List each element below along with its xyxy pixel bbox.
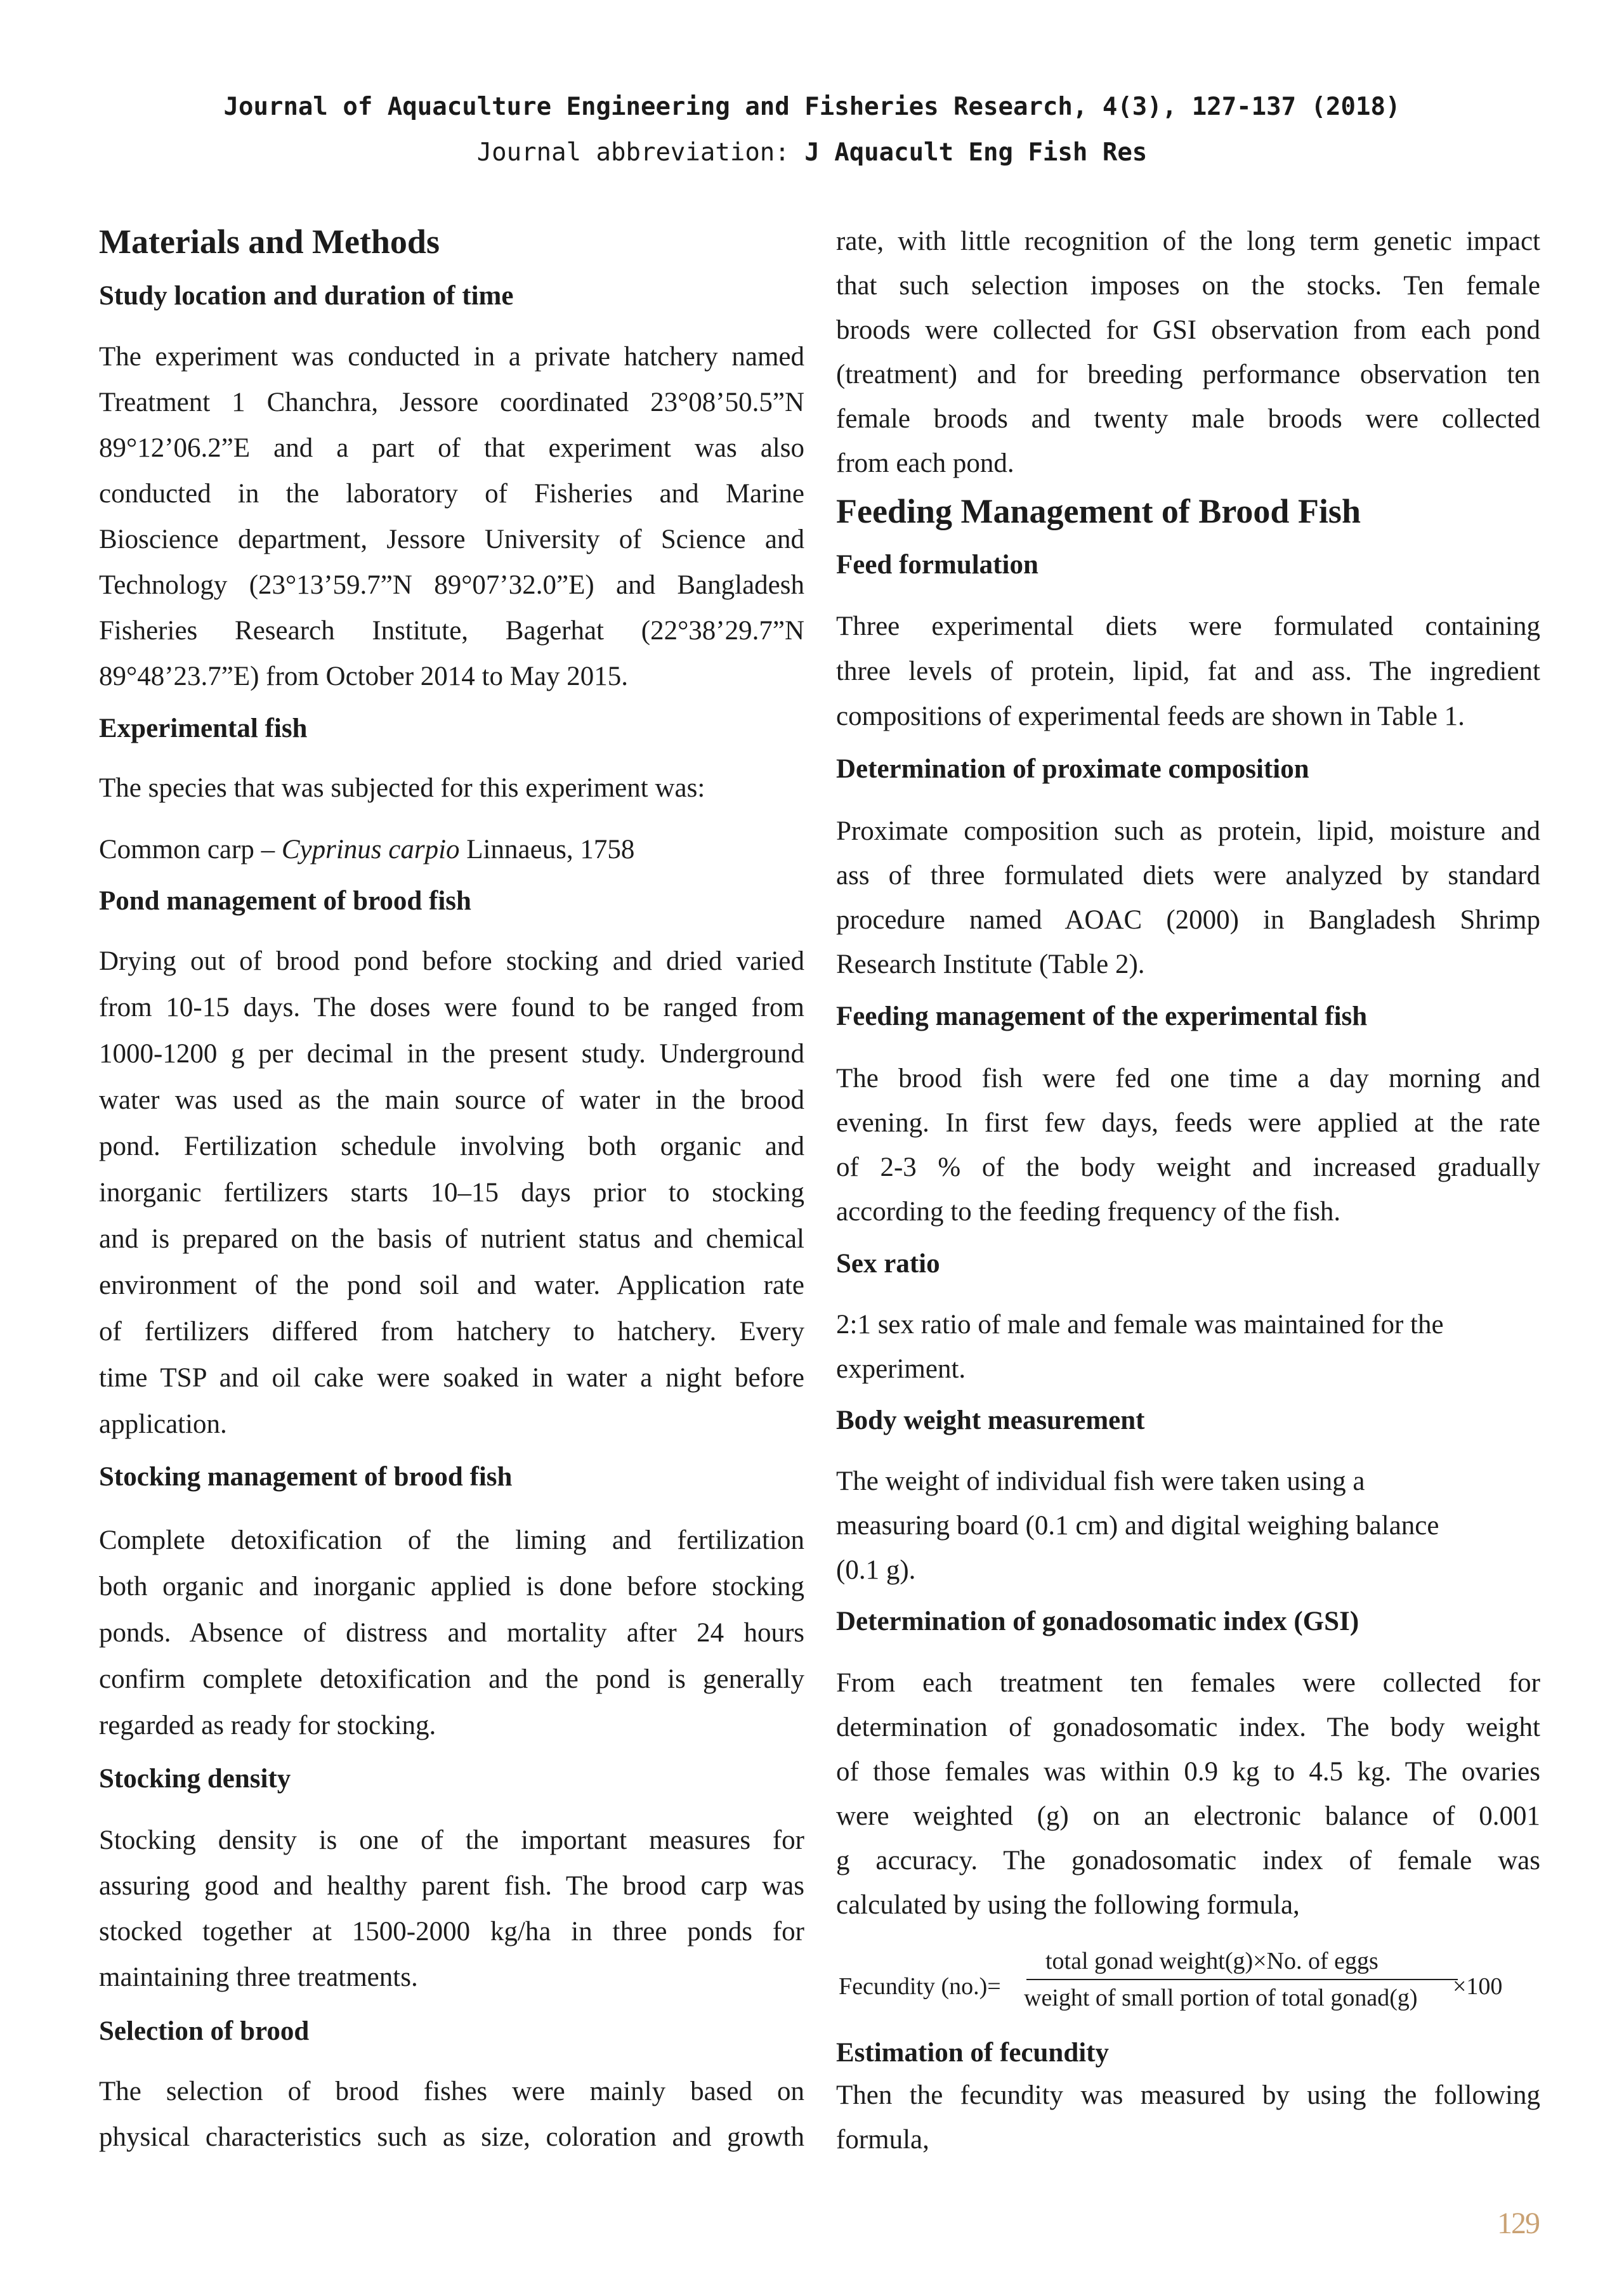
text-line: maintaining three treatments. bbox=[99, 1962, 418, 1992]
text-line: Fisheries Research Institute, Bagerhat (22°38’29.7”N bbox=[99, 616, 804, 646]
subheading-feed-formulation: Feed formulation bbox=[836, 550, 1038, 580]
text-line: ass of three formulated diets were analyzed by standard bbox=[836, 861, 1540, 890]
text-line: three levels of protein, lipid, fat and ass. The ingredient bbox=[836, 656, 1540, 686]
text-line: The weight of individual fish were taken using a bbox=[836, 1466, 1365, 1496]
species-intro: The species that was subjected for this experiment was: bbox=[99, 773, 705, 803]
text-line: regarded as ready for stocking. bbox=[99, 1711, 436, 1740]
text-line: evening. In first few days, feeds were applied at the rate bbox=[836, 1108, 1540, 1138]
section-heading-feeding-management: Feeding Management of Brood Fish bbox=[836, 492, 1361, 530]
text-line: The experiment was conducted in a private hatchery named bbox=[99, 342, 804, 372]
text-line: were weighted (g) on an electronic balance of 0.001 bbox=[836, 1801, 1540, 1831]
subheading-pond-management: Pond management of brood fish bbox=[99, 886, 471, 916]
text-line: of those females was within 0.9 kg to 4.5 kg. The ovaries bbox=[836, 1757, 1540, 1787]
text-line: Proximate composition such as protein, lipid, moisture and bbox=[836, 816, 1540, 846]
text-line: (0.1 g). bbox=[836, 1555, 916, 1585]
subheading-estimation-fecundity: Estimation of fecundity bbox=[836, 2038, 1109, 2068]
abbreviation-value: J Aquacult Eng Fish Res bbox=[804, 138, 1148, 167]
fraction-bar bbox=[1026, 1979, 1458, 1980]
subheading-stocking-density: Stocking density bbox=[99, 1764, 291, 1794]
subheading-stocking-management: Stocking management of brood fish bbox=[99, 1462, 513, 1492]
text-line: The brood fish were fed one time a day morning and bbox=[836, 1064, 1540, 1093]
text-line: Three experimental diets were formulated containing bbox=[836, 611, 1540, 641]
text-line: compositions of experimental feeds are shown in Table 1. bbox=[836, 701, 1465, 731]
text-line: water was used as the main source of water in the brood bbox=[99, 1085, 804, 1115]
text-line: both organic and inorganic applied is done before stocking bbox=[99, 1572, 804, 1601]
text-line: Research Institute (Table 2). bbox=[836, 949, 1145, 979]
subheading-gsi: Determination of gonadosomatic index (GSI) bbox=[836, 1607, 1359, 1636]
text-line: 89°48’23.7”E) from October 2014 to May 2015. bbox=[99, 662, 629, 691]
page-number: 129 bbox=[1497, 2207, 1539, 2240]
text-line: pond. Fertilization schedule involving both organic and bbox=[99, 1132, 804, 1161]
species-common-name: Common carp – bbox=[99, 835, 282, 864]
section-heading-materials-methods: Materials and Methods bbox=[99, 223, 440, 261]
formula-multiplier: ×100 bbox=[1453, 1973, 1503, 2000]
text-line: from 10-15 days. The doses were found to be ranged from bbox=[99, 993, 804, 1022]
subheading-proximate-composition: Determination of proximate composition bbox=[836, 754, 1309, 784]
text-line: g accuracy. The gonadosomatic index of female was bbox=[836, 1846, 1540, 1875]
subheading-experimental-fish: Experimental fish bbox=[99, 714, 308, 743]
text-line: broods were collected for GSI observation from each pond bbox=[836, 315, 1540, 345]
text-line: determination of gonadosomatic index. The body weight bbox=[836, 1712, 1540, 1742]
text-line: measuring board (0.1 cm) and digital weighing balance bbox=[836, 1511, 1439, 1541]
species-authority: Linnaeus, 1758 bbox=[459, 835, 635, 864]
text-line: female broods and twenty male broods were collected bbox=[836, 404, 1540, 434]
journal-title-header: Journal of Aquaculture Engineering and Fisheries Research, 4(3), 127-137 (2018) bbox=[223, 93, 1401, 121]
text-line: according to the feeding frequency of the fish. bbox=[836, 1197, 1341, 1227]
text-line: 2:1 sex ratio of male and female was maintained for the bbox=[836, 1310, 1444, 1340]
text-line: assuring good and healthy parent fish. The brood carp was bbox=[99, 1871, 804, 1901]
text-line: stocked together at 1500-2000 kg/ha in three ponds for bbox=[99, 1917, 804, 1947]
text-line: of 2-3 % of the body weight and increased gradually bbox=[836, 1152, 1540, 1182]
text-line: calculated by using the following formula, bbox=[836, 1890, 1300, 1920]
text-line: rate, with little recognition of the long term genetic impact bbox=[836, 226, 1540, 256]
text-line: experiment. bbox=[836, 1354, 966, 1384]
text-line: From each treatment ten females were collected for bbox=[836, 1668, 1540, 1698]
text-line: (treatment) and for breeding performance observation ten bbox=[836, 360, 1540, 389]
fecundity-formula bbox=[836, 1947, 1540, 2030]
subheading-feeding-management-fish: Feeding management of the experimental fish bbox=[836, 1001, 1368, 1031]
text-line: confirm complete detoxification and the pond is generally bbox=[99, 1664, 804, 1694]
text-line: and is prepared on the basis of nutrient status and chemical bbox=[99, 1224, 804, 1254]
text-line: Then the fecundity was measured by using the following bbox=[836, 2080, 1540, 2110]
text-line: Drying out of brood pond before stocking and dried varied bbox=[99, 946, 804, 976]
journal-abbreviation-header bbox=[0, 138, 1624, 167]
text-line: that such selection imposes on the stocks. Ten female bbox=[836, 271, 1540, 301]
species-name bbox=[99, 833, 804, 866]
text-line: procedure named AOAC (2000) in Bangladesh Shrimp bbox=[836, 905, 1540, 935]
text-line: Bioscience department, Jessore University of Science and bbox=[99, 525, 804, 554]
text-line: formula, bbox=[836, 2125, 929, 2155]
formula-denominator: weight of small portion of total gonad(g) bbox=[1024, 1985, 1418, 2011]
text-line: application. bbox=[99, 1409, 227, 1439]
text-line: The selection of brood fishes were mainly based on bbox=[99, 2077, 804, 2106]
text-line: Stocking density is one of the important measures for bbox=[99, 1825, 804, 1855]
text-line: 1000-1200 g per decimal in the present study. Underground bbox=[99, 1039, 804, 1069]
text-line: Technology (23°13’59.7”N 89°07’32.0”E) and Bangladesh bbox=[99, 570, 804, 600]
text-line: from each pond. bbox=[836, 448, 1014, 478]
text-line: inorganic fertilizers starts 10–15 days prior to stocking bbox=[99, 1178, 804, 1208]
text-line: of fertilizers differed from hatchery to hatchery. Every bbox=[99, 1317, 804, 1347]
text-line: time TSP and oil cake were soaked in water a night before bbox=[99, 1363, 804, 1393]
text-line: environment of the pond soil and water. Application rate bbox=[99, 1270, 804, 1300]
subheading-selection-of-brood: Selection of brood bbox=[99, 2016, 310, 2046]
text-line: Complete detoxification of the liming and fertilization bbox=[99, 1525, 804, 1555]
formula-numerator: total gonad weight(g)×No. of eggs bbox=[1045, 1948, 1378, 1974]
subheading-sex-ratio: Sex ratio bbox=[836, 1249, 940, 1279]
species-latin-name: Cyprinus carpio bbox=[281, 835, 460, 864]
text-line: 89°12’06.2”E and a part of that experiment was also bbox=[99, 433, 804, 463]
abbreviation-label: Journal abbreviation: bbox=[476, 138, 805, 167]
text-line: physical characteristics such as size, coloration and growth bbox=[99, 2122, 804, 2152]
subheading-body-weight: Body weight measurement bbox=[836, 1406, 1145, 1435]
subheading-study-location: Study location and duration of time bbox=[99, 281, 514, 311]
text-line: conducted in the laboratory of Fisheries and Marine bbox=[99, 479, 804, 509]
formula-lhs: Fecundity (no.)= bbox=[839, 1973, 1001, 2000]
text-line: ponds. Absence of distress and mortality after 24 hours bbox=[99, 1618, 804, 1648]
text-line: Treatment 1 Chanchra, Jessore coordinated 23°08’50.5”N bbox=[99, 388, 804, 417]
